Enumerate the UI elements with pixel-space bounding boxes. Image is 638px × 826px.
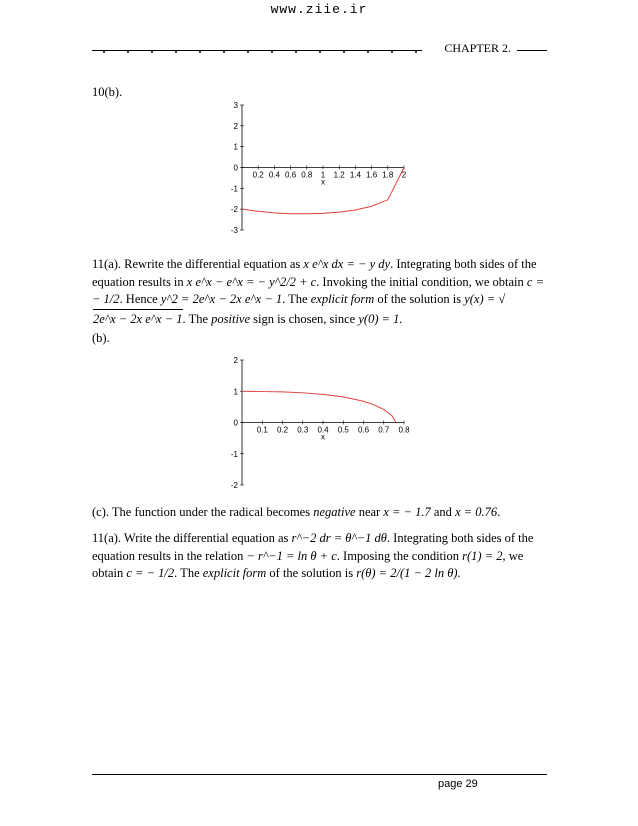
y-tick-label: -3 bbox=[230, 226, 238, 235]
emphasis: explicit form bbox=[310, 292, 375, 306]
text: . Hence bbox=[119, 292, 158, 306]
equation: x e^x dx = − y dy bbox=[303, 257, 391, 271]
header-dots bbox=[92, 51, 422, 53]
x-tick-label: 0.2 bbox=[252, 170, 264, 180]
header-tail-rule bbox=[517, 50, 547, 51]
y-tick-label: 2 bbox=[233, 356, 238, 365]
equation: x = − 1.7 bbox=[383, 505, 431, 519]
x-tick-label: 1.6 bbox=[366, 170, 378, 180]
equation: − r^−1 = ln θ + c bbox=[246, 548, 337, 563]
x-tick-label: 0.3 bbox=[297, 425, 309, 435]
text: 11(a). Rewrite the differential equation as bbox=[92, 257, 301, 271]
chapter-title: CHAPTER 2. bbox=[444, 41, 511, 55]
x-axis-label: x bbox=[321, 432, 325, 442]
x-tick-label: 0.1 bbox=[256, 425, 268, 435]
y-tick-label: 1 bbox=[233, 142, 238, 152]
equation: y(0) = 1. bbox=[358, 311, 403, 326]
section-12a bbox=[92, 530, 547, 583]
x-tick-label: 1 bbox=[320, 170, 326, 180]
plot-10b-svg bbox=[228, 100, 418, 235]
text: 11(a). Write the differential equation as bbox=[92, 531, 289, 545]
text: of the solution is bbox=[269, 566, 354, 580]
x-tick-label: 0.7 bbox=[378, 425, 390, 435]
x-tick-label: 0.4 bbox=[317, 425, 329, 435]
emphasis: positive bbox=[211, 311, 251, 326]
text: . bbox=[497, 505, 501, 519]
footer-rule bbox=[92, 774, 547, 775]
y-tick-label: 1 bbox=[233, 387, 238, 397]
x-tick-label: 0.6 bbox=[285, 170, 297, 180]
text: , we obtain bbox=[92, 548, 524, 580]
equation: r(1) = 2 bbox=[462, 548, 503, 563]
y-tick-label: -1 bbox=[230, 449, 238, 459]
equation-radicand: 2e^x − 2x e^x − 1 bbox=[93, 309, 183, 329]
text: . The bbox=[282, 292, 308, 306]
text: . Integrating both sides of the equation results in the relation bbox=[92, 531, 534, 563]
text: sign is chosen, since bbox=[253, 311, 356, 326]
page-number: page 29 bbox=[438, 778, 478, 790]
y-tick-label: 3 bbox=[233, 101, 238, 110]
series-line bbox=[242, 391, 396, 422]
text: near bbox=[358, 505, 381, 519]
x-tick-label: 0.4 bbox=[268, 170, 280, 180]
text: . Integrating both sides of the equation results in bbox=[92, 257, 537, 289]
text: . Invoking the initial condition, we obtain bbox=[316, 274, 524, 289]
text: . The bbox=[182, 311, 209, 326]
x-axis-label: x bbox=[321, 177, 325, 187]
x-tick-label: 0.2 bbox=[276, 425, 289, 435]
x-tick-label: 1.4 bbox=[349, 170, 361, 180]
x-tick-label: 1.2 bbox=[333, 170, 345, 180]
plot-10b bbox=[228, 100, 418, 235]
y-tick-label: 2 bbox=[233, 121, 238, 131]
equation: c = − 1/2 bbox=[92, 274, 544, 306]
x-tick-label: 0.8 bbox=[398, 425, 410, 435]
equation: c = − 1/2 bbox=[126, 566, 175, 580]
equation: r(θ) = 2/(1 − 2 ln θ). bbox=[356, 566, 461, 580]
emphasis: explicit form bbox=[202, 566, 267, 580]
x-tick-label: 2 bbox=[401, 170, 407, 180]
y-tick-label: -2 bbox=[230, 205, 238, 215]
equation: y^2 = 2e^x − 2x e^x − 1 bbox=[160, 292, 283, 306]
y-tick-label: -2 bbox=[230, 481, 238, 490]
section-10b-label: 10(b). bbox=[92, 85, 123, 99]
section-11a: 11(a). Rewrite the differential equation as x e^x dx = − y dy. Integrating both sides of the equation results in x e^x − e^x = − y^2/2 + c. Invoking the initial condition, we obtain c = − 1/2. Hence y^2 = 2e^x − 2x e^x − 1. The explicit form of the solution is y(x) = √2e^x − 2x e^x − 1. The positive sign is chosen, since y(0) = 1. bbox=[92, 256, 547, 328]
equation: r^−2 dr = θ^−1 dθ bbox=[291, 531, 387, 545]
x-tick-label: 1.8 bbox=[382, 170, 394, 180]
x-tick-label: 0.6 bbox=[357, 425, 370, 435]
watermark: www.ziie.ir bbox=[270, 2, 368, 17]
x-tick-label: 0.8 bbox=[301, 170, 313, 180]
text: . The bbox=[174, 566, 200, 580]
equation: y(x) = bbox=[464, 292, 496, 306]
text: of the solution is bbox=[377, 292, 462, 306]
y-tick-label: 0 bbox=[233, 418, 238, 428]
page-header bbox=[92, 36, 547, 58]
plot-11b bbox=[228, 355, 418, 490]
text: . Imposing the condition bbox=[336, 548, 459, 563]
equation: x = 0.76 bbox=[455, 505, 498, 519]
x-tick-label: 0.5 bbox=[337, 425, 349, 435]
emphasis: negative bbox=[313, 505, 356, 519]
text: and bbox=[433, 505, 452, 519]
equation: x e^x − e^x = − y^2/2 + c bbox=[186, 274, 317, 289]
text: (c). The function under the radical becomes bbox=[92, 505, 311, 519]
y-tick-label: 0 bbox=[233, 163, 238, 173]
plot-11b-svg bbox=[228, 355, 418, 490]
section-11c bbox=[92, 504, 547, 522]
y-tick-label: -1 bbox=[230, 184, 238, 194]
section-11b-label: (b). bbox=[92, 331, 110, 345]
